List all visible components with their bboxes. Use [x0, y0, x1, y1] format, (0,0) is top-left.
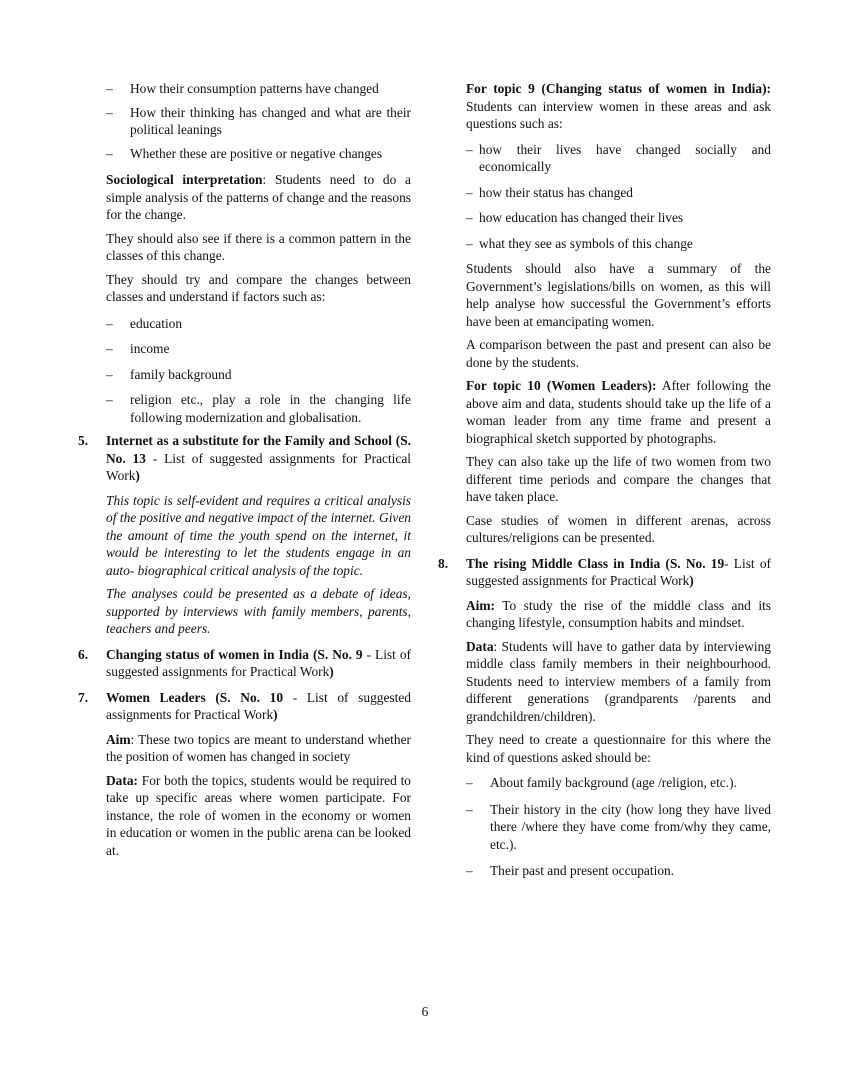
topic9-intro: For topic 9 (Changing status of women in India): Students can interview women in these areas and ask questions such as:	[466, 81, 771, 131]
list-item: – how their lives have changed socially and economically	[466, 141, 771, 174]
list-item: – religion etc., play a role in the changing life following modernization and globalisation.	[106, 392, 411, 425]
compare-text: They should try and compare the changes between classes and understand if factors such as:	[106, 271, 411, 304]
list-item: – Whether these are positive or negative changes	[106, 145, 383, 161]
list-item: – Their past and present occupation.	[466, 863, 675, 878]
list-item: – family background	[106, 366, 232, 382]
sociological-interpretation: Sociological interpretation: Students need to do a simple analysis of the patterns of change and the reasons for the change.	[106, 172, 411, 222]
right-column	[438, 80, 771, 886]
page-number: 6	[421, 1004, 429, 1019]
middle-class-aim: Aim: To study the rise of the middle class and its changing lifestyle, consumption habits and mindset.	[466, 597, 771, 630]
list-item: – How their thinking has changed and what are their political leanings	[106, 104, 411, 137]
list-item: – how their status has changed	[466, 184, 633, 200]
consumption-list	[78, 80, 411, 162]
list-item: – About family background (age /religion, etc.).	[466, 775, 737, 790]
list-item: – income	[106, 341, 170, 356]
questionnaire-text: They need to create a questionnaire for this where the kind of questions asked should be:	[466, 732, 771, 765]
middle-class-questions	[438, 774, 771, 880]
two-women-text: They can also take up the life of two women from two different time periods and compare the changes that have taken place.	[466, 454, 771, 504]
middle-class-data: Data: Students will have to gather data by interviewing middle class family members in their neighbourhood. Students need to interview members of a family from different generations (grandparents /parents and grandchildren/children).	[466, 638, 771, 724]
numbered-item-5: 5. Internet as a substitute for the Family and School (S. No. 13 - List of suggested assignments for Practical Work)	[78, 433, 412, 483]
topic10-text: For topic 10 (Women Leaders): After following the above aim and data, students should take up the life of a woman leader from any time frame and present a biographical sketch supported by photographs.	[466, 378, 771, 446]
women-leaders-data: Data: For both the topics, students would be required to take up specific areas where women participate. For instance, the role of women in the economy or women in education or women in the public arena can be looked at.	[106, 772, 411, 858]
women-leaders-aim: Aim: These two topics are meant to understand whether the position of women has changed in society	[106, 731, 411, 764]
topic9-questions	[438, 141, 771, 253]
internet-description: This topic is self-evident and requires a critical analysis of the positive and negative impact of the internet. Given the amount of time the youth spend on the internet, it would be interesting to let the students engage in an auto- biographical critical analysis of the topic.	[106, 492, 411, 578]
left-column	[78, 80, 411, 865]
list-item: – what they see as symbols of this change	[466, 235, 693, 251]
numbered-item-7: 7. Women Leaders (S. No. 10 - List of suggested assignments for Practical Work)	[78, 689, 411, 722]
list-item: – How their consumption patterns have changed	[106, 81, 379, 96]
common-pattern-text: They should also see if there is a common pattern in the classes of this change.	[106, 230, 411, 263]
list-item: – education	[106, 315, 183, 331]
numbered-item-6: 6. Changing status of women in India (S. No. 9 - List of suggested assignments for Practical Work)	[78, 646, 411, 679]
internet-debate-text: The analyses could be presented as a debate of ideas, supported by interviews with family members, parents, teachers and peers.	[106, 586, 411, 636]
numbered-item-8: 8. The rising Middle Class in India (S. No. 19- List of suggested assignments for Practical Work)	[438, 555, 771, 588]
list-item: – Their history in the city (how long they have lived there /where they have come from/why they came, etc.).	[466, 801, 771, 852]
factors-list	[78, 315, 411, 427]
case-studies-text: Case studies of women in different arenas, across cultures/religions can be presented.	[466, 512, 771, 545]
comparison-text: A comparison between the past and present can also be done by the students.	[466, 337, 771, 370]
government-summary-text: Students should also have a summary of the Government’s legislations/bills on women, as this will help analyse how successful the Government’s efforts have been at emancipating women.	[466, 261, 771, 329]
list-item: – how education has changed their lives	[466, 210, 684, 225]
